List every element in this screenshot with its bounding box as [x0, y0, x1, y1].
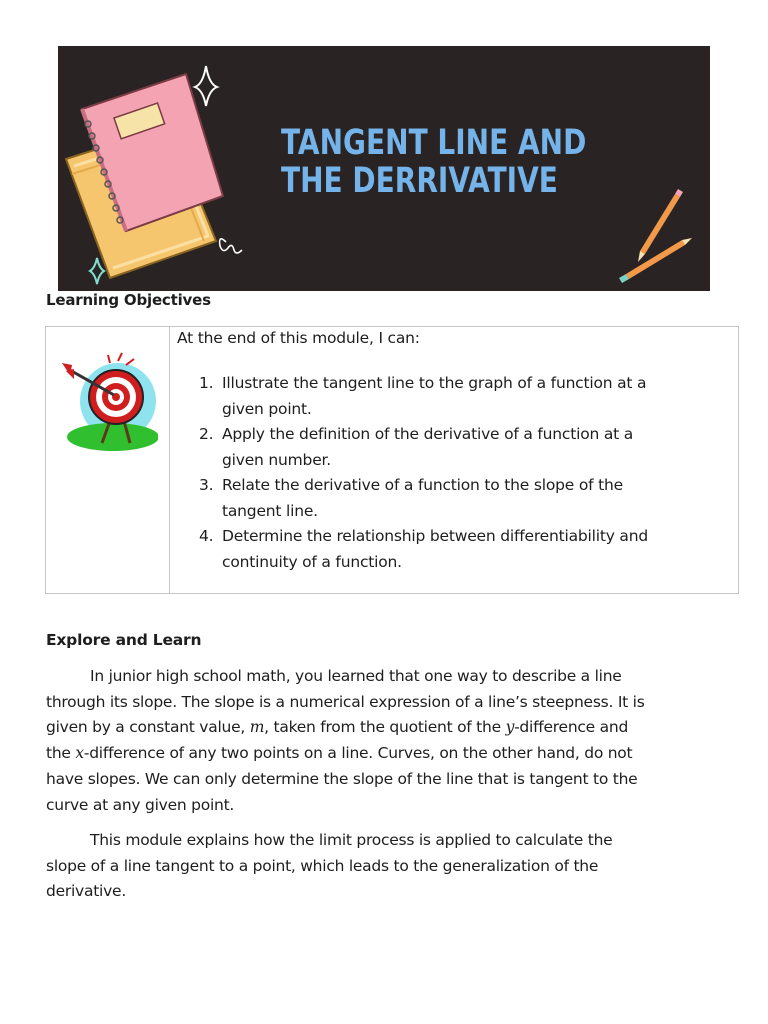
list-item-line: Relate the derivative of a function to the slope of the [222, 476, 623, 494]
list-item-line: Illustrate the tangent line to the graph of a function at a [222, 374, 647, 392]
paragraph-line: the [46, 744, 76, 763]
squiggle-icon [220, 239, 242, 253]
banner-title-line-1: TANGENT LINE AND [281, 123, 587, 163]
header-banner [58, 46, 710, 291]
list-item [177, 473, 717, 524]
paragraph-line: through its slope. The slope is a numerical expression of a line’s steepness. It is [46, 692, 645, 711]
objectives-table [45, 326, 739, 594]
list-item-number: 2. [199, 425, 214, 443]
variable-y: y [505, 718, 515, 737]
paragraph-line: curve at any given point. [46, 795, 235, 814]
banner-title [281, 123, 587, 201]
list-item [177, 422, 717, 473]
list-item-line: continuity of a function. [222, 552, 402, 571]
table-divider [169, 327, 170, 593]
list-item-line: Apply the definition of the derivative of a function at a [222, 425, 634, 443]
list-item-line: given number. [222, 450, 332, 469]
paragraph-line: derivative. [46, 882, 126, 901]
variable-x: x [75, 744, 84, 763]
list-item-line: Determine the relationship between differentiability and [222, 527, 648, 545]
objectives-intro: At the end of this module, I can: [177, 329, 420, 347]
learning-objectives-heading: Learning Objectives [46, 291, 211, 309]
explore-paragraph-2 [46, 828, 716, 905]
target-icon [58, 345, 158, 455]
sparkle-icon [90, 258, 104, 284]
paragraph-line: given by a constant value, [46, 718, 250, 737]
list-item-number: 4. [199, 527, 214, 545]
pencil-icon [619, 238, 692, 283]
list-item-line: given point. [222, 399, 312, 418]
explore-paragraph-1 [46, 664, 716, 818]
variable-m: m [249, 718, 265, 737]
banner-title-line-2: THE DERRIVATIVE [281, 161, 558, 201]
paragraph-line: -difference of any two points on a line. Curves, on the other hand, do not [83, 744, 633, 763]
paragraph-line: -difference and [514, 718, 629, 737]
list-item-line: tangent line. [222, 501, 318, 520]
list-item [177, 524, 717, 575]
objectives-list [177, 371, 717, 575]
pencil-icon [638, 189, 683, 262]
paragraph-line: , taken from the quotient of the [264, 718, 506, 737]
paragraph-line: have slopes. We can only determine the slope of the line that is tangent to the [46, 769, 638, 788]
list-item-number: 3. [199, 476, 214, 494]
explore-learn-heading: Explore and Learn [46, 631, 202, 649]
paragraph-line: slope of a line tangent to a point, which leads to the generalization of the [46, 856, 599, 875]
sparkle-icon [195, 66, 217, 106]
list-item [177, 371, 717, 422]
paragraph-line: This module explains how the limit process is applied to calculate the [90, 831, 613, 849]
list-item-number: 1. [199, 374, 214, 392]
paragraph-line: In junior high school math, you learned that one way to describe a line [90, 667, 622, 685]
